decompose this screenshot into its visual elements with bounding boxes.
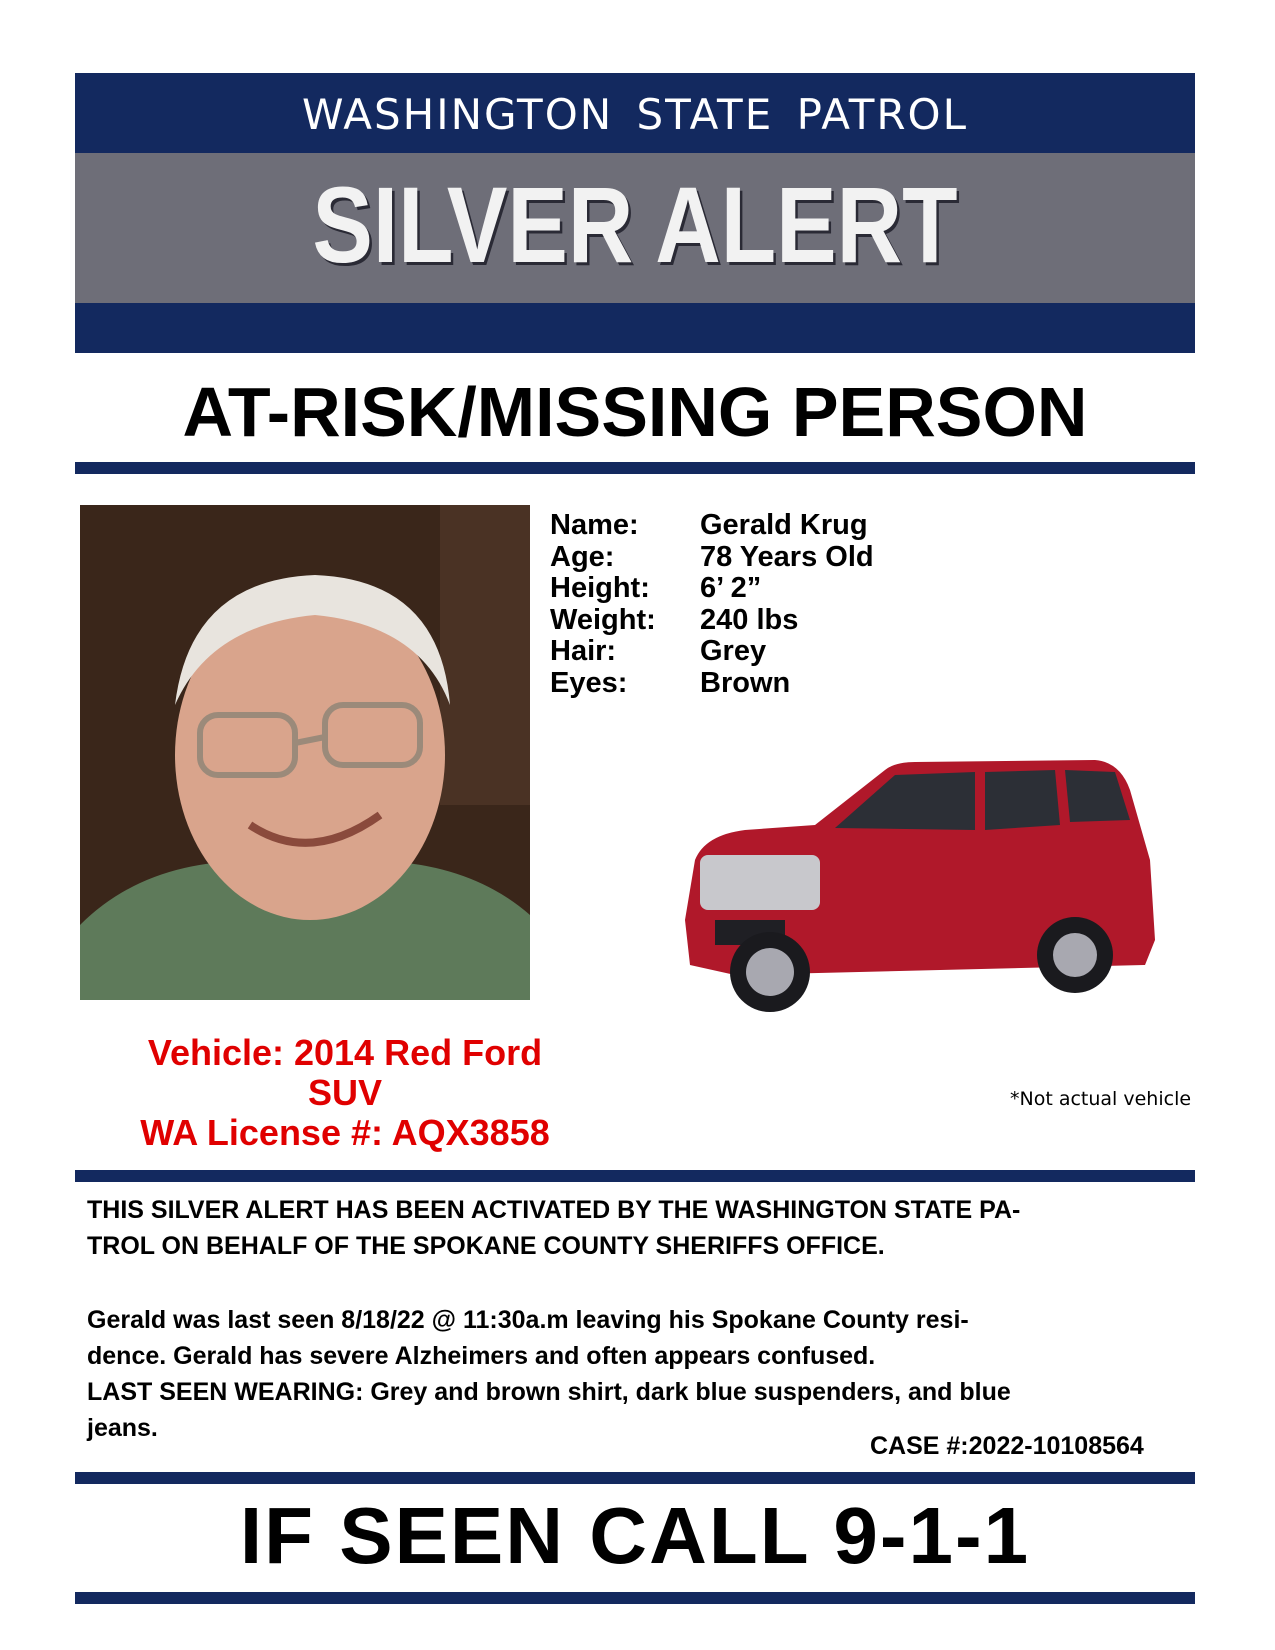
person-details [550,510,874,699]
detail-value: Brown [700,666,791,699]
last-seen-text-line: dence. Gerald has severe Alzheimers and often appears confused. [87,1342,876,1370]
detail-label: Weight: [550,603,656,636]
vehicle-line-license: WA License #: AQX3858 [140,1112,550,1153]
detail-value: 6’ 2” [700,572,762,604]
missing-person-photo [80,505,530,1000]
wearing-text-line: LAST SEEN WEARING: Grey and brown shirt, dark blue suspenders, and blue [87,1378,1011,1406]
detail-row-hair [550,636,874,668]
agency-name: WASHINGTON STATE PATROL [301,90,969,139]
vehicle-disclaimer: *Not actual vehicle [1010,1088,1192,1110]
alert-body [87,1192,1177,1446]
paragraph-gap [87,1264,1177,1302]
detail-label: Age: [550,540,615,573]
detail-row-height [550,573,874,605]
detail-row-name [550,510,874,542]
detail-value: 240 lbs [700,603,799,636]
headline: AT-RISK/MISSING PERSON [182,373,1088,451]
vehicle-line-model: Vehicle: 2014 Red Ford [147,1032,543,1073]
vehicle-image [675,750,1175,1040]
vehicle-line-type: SUV [307,1072,383,1113]
divider-rule [75,1472,1195,1484]
detail-row-eyes [550,668,874,700]
header-bottom-band [75,303,1195,353]
detail-value: Grey [700,635,767,667]
detail-row-weight [550,605,874,637]
last-seen-text-line: Gerald was last seen 8/18/22 @ 11:30a.m leaving his Spokane County resi- [87,1306,969,1334]
divider-rule [75,1170,1195,1182]
alert-title: SILVER ALERT [312,164,958,285]
detail-value: 78 Years Old [700,540,874,573]
detail-label: Hair: [550,635,617,667]
detail-row-age [550,542,874,574]
activation-text-line: TROL ON BEHALF OF THE SPOKANE COUNTY SHERIFFS OFFICE. [87,1232,885,1260]
call-to-action: IF SEEN CALL 9-1-1 [239,1491,1031,1580]
detail-label: Height: [550,572,650,604]
divider-rule [75,462,1195,474]
vehicle-info [80,1033,610,1153]
divider-rule [75,1592,1195,1604]
detail-label: Eyes: [550,666,628,699]
portrait-illustration [80,505,530,1000]
detail-label: Name: [550,509,639,541]
suv-illustration [675,750,1175,1040]
activation-text-line: THIS SILVER ALERT HAS BEEN ACTIVATED BY THE WASHINGTON STATE PA- [87,1196,1021,1224]
wearing-text-line: jeans. [87,1414,158,1442]
case-number: CASE #:2022-10108564 [870,1432,1144,1460]
detail-value: Gerald Krug [700,509,868,541]
